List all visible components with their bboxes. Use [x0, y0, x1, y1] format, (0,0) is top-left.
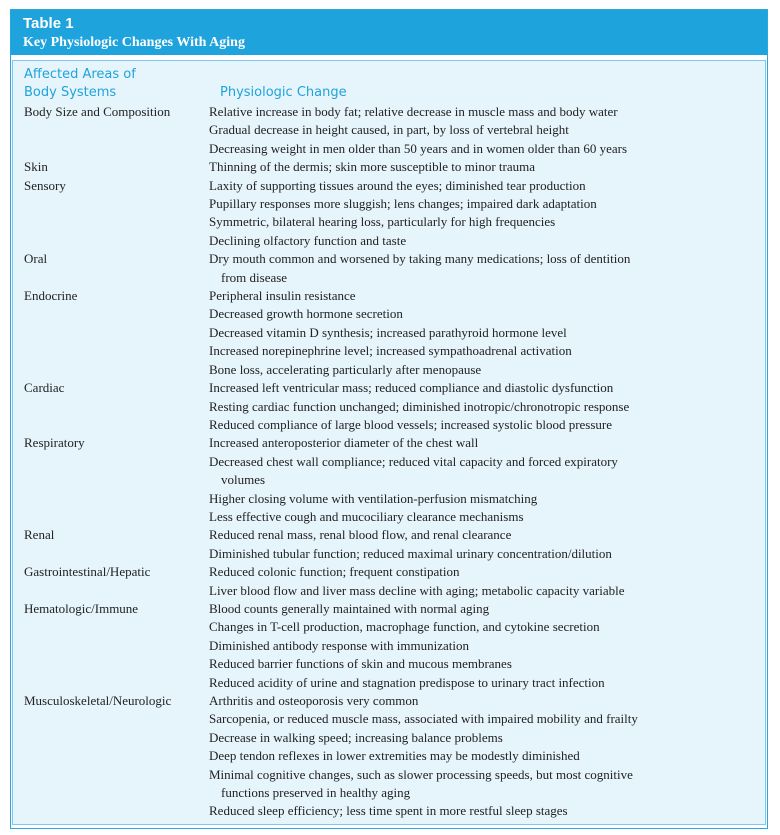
physiologic-change-cell — [209, 158, 765, 176]
affected-area-cell: Renal — [24, 527, 55, 543]
column-header-change: Physiologic Change — [220, 85, 347, 100]
physiologic-change-item — [209, 674, 765, 692]
change-text-continued: functions preserved in healthy aging — [221, 785, 411, 801]
physiologic-change-item — [209, 305, 765, 323]
change-text: Changes in T-cell production, macrophage function, and cytokine secretion — [209, 619, 600, 635]
table-header — [11, 10, 767, 58]
physiologic-change-item — [209, 582, 765, 600]
change-text: Increased left ventricular mass; reduced compliance and diastolic dysfunction — [209, 380, 614, 396]
change-text: Declining olfactory function and taste — [209, 232, 407, 248]
change-text: Decreased chest wall compliance; reduced vital capacity and forced expiratory — [209, 453, 618, 469]
affected-area-cell: Sensory — [24, 177, 66, 193]
affected-area-cell: Oral — [24, 251, 48, 267]
physiologic-change-item — [209, 692, 765, 710]
physiologic-change-item — [209, 563, 765, 581]
physiologic-change-cell — [209, 379, 765, 434]
change-text: Laxity of supporting tissues around the eyes; diminished tear production — [209, 177, 586, 193]
physiologic-change-item — [209, 434, 765, 452]
change-text: Increased anteroposterior diameter of the chest wall — [209, 435, 479, 451]
affected-area-cell: Body Size and Composition — [24, 104, 171, 119]
physiologic-change-item — [209, 121, 765, 139]
physiologic-change-cell — [209, 434, 765, 526]
change-text: Decreasing weight in men older than 50 years and in women older than 60 years — [209, 140, 628, 156]
physiologic-change-item — [209, 766, 765, 803]
change-text: Deep tendon reflexes in lower extremities may be modestly diminished — [209, 748, 580, 764]
change-text: Resting cardiac function unchanged; diminished inotropic/chronotropic response — [209, 398, 630, 414]
table-row — [13, 287, 765, 379]
change-text: Decreased vitamin D synthesis; increased parathyroid hormone level — [209, 324, 567, 340]
physiologic-change-item — [209, 195, 765, 213]
physiologic-change-cell — [209, 692, 765, 821]
physiologic-change-item — [209, 232, 765, 250]
table-body — [12, 60, 766, 825]
physiologic-change-item — [209, 361, 765, 379]
change-text: Diminished tubular function; reduced maximal urinary concentration/dilution — [209, 545, 612, 561]
change-text: Diminished antibody response with immunization — [209, 637, 469, 653]
physiologic-change-item — [209, 158, 765, 176]
column-header-area-line2: Body Systems — [24, 85, 117, 100]
table-title: Key Physiologic Changes With Aging — [23, 35, 245, 50]
physiologic-change-cell — [209, 563, 765, 600]
table-row — [13, 434, 765, 526]
physiologic-change-item — [209, 655, 765, 673]
change-text: Dry mouth common and worsened by taking many medications; loss of dentition — [209, 251, 631, 267]
physiologic-change-item — [209, 287, 765, 305]
change-text: Reduced barrier functions of skin and mucous membranes — [209, 656, 512, 672]
change-text: Less effective cough and mucociliary clearance mechanisms — [209, 508, 524, 524]
physiologic-change-item — [209, 508, 765, 526]
physiologic-change-item — [209, 342, 765, 360]
table-rows — [13, 103, 765, 821]
table-label: Table 1 — [23, 15, 74, 32]
change-text: Blood counts generally maintained with normal aging — [209, 600, 490, 616]
affected-area-cell: Musculoskeletal/Neurologic — [24, 693, 172, 708]
physiologic-change-item — [209, 379, 765, 397]
physiologic-change-cell — [209, 103, 765, 158]
table-frame — [10, 9, 768, 829]
change-text: Peripheral insulin resistance — [209, 288, 356, 304]
table-row — [13, 250, 765, 287]
change-text: Reduced compliance of large blood vessels; increased systolic blood pressure — [209, 416, 613, 432]
table-row — [13, 379, 765, 434]
physiologic-change-item — [209, 416, 765, 434]
change-text: Sarcopenia, or reduced muscle mass, associated with impaired mobility and frailty — [209, 711, 638, 727]
physiologic-change-item — [209, 398, 765, 416]
change-text: Thinning of the dermis; skin more susceptible to minor trauma — [209, 159, 536, 175]
change-text: Reduced colonic function; frequent constipation — [209, 564, 460, 580]
change-text: Reduced acidity of urine and stagnation predispose to urinary tract infection — [209, 674, 605, 690]
change-text: Liver blood flow and liver mass decline with aging; metabolic capacity variable — [209, 582, 625, 598]
physiologic-change-cell — [209, 526, 765, 563]
table-row — [13, 526, 765, 563]
physiologic-change-item — [209, 600, 765, 618]
change-text: Higher closing volume with ventilation-perfusion mismatching — [209, 490, 538, 506]
physiologic-change-item — [209, 618, 765, 636]
table-row — [13, 600, 765, 692]
physiologic-change-cell — [209, 600, 765, 692]
affected-area-cell: Endocrine — [24, 288, 78, 304]
change-text: Reduced sleep efficiency; less time spent in more restful sleep stages — [209, 803, 568, 819]
physiologic-change-cell — [209, 177, 765, 251]
physiologic-change-item — [209, 710, 765, 728]
physiologic-change-item — [209, 324, 765, 342]
affected-area-cell: Hematologic/Immune — [24, 600, 139, 616]
change-text: Minimal cognitive changes, such as slower processing speeds, but most cognitive — [209, 766, 633, 782]
affected-area-cell: Respiratory — [24, 435, 85, 451]
column-header-area-line1: Affected Areas of — [24, 67, 136, 82]
change-text: Relative increase in body fat; relative decrease in muscle mass and body water — [209, 104, 618, 119]
affected-area-cell: Cardiac — [24, 380, 65, 396]
table-row — [13, 103, 765, 158]
table-row — [13, 692, 765, 821]
physiologic-change-item — [209, 637, 765, 655]
physiologic-change-item — [209, 213, 765, 231]
table-row — [13, 177, 765, 251]
table-row — [13, 158, 765, 176]
physiologic-change-item — [209, 747, 765, 765]
physiologic-change-item — [209, 453, 765, 490]
change-text-continued: volumes — [221, 472, 266, 488]
affected-area-cell: Skin — [24, 159, 48, 175]
change-text: Reduced renal mass, renal blood flow, and renal clearance — [209, 527, 512, 543]
change-text: Decrease in walking speed; increasing balance problems — [209, 729, 503, 745]
physiologic-change-item — [209, 526, 765, 544]
change-text: Decreased growth hormone secretion — [209, 306, 403, 322]
change-text: Arthritis and osteoporosis very common — [209, 693, 419, 708]
physiologic-change-cell — [209, 287, 765, 379]
physiologic-change-item — [209, 802, 765, 820]
change-text: Symmetric, bilateral hearing loss, particularly for high frequencies — [209, 214, 556, 230]
change-text: Pupillary responses more sluggish; lens changes; impaired dark adaptation — [209, 196, 597, 212]
column-header-area — [24, 66, 204, 102]
physiologic-change-item — [209, 103, 765, 121]
change-text: Bone loss, accelerating particularly after menopause — [209, 361, 482, 377]
table-row — [13, 563, 765, 600]
change-text: Gradual decrease in height caused, in part, by loss of vertebral height — [209, 122, 569, 138]
physiologic-change-item — [209, 250, 765, 287]
change-text-continued: from disease — [221, 269, 288, 285]
physiologic-change-cell — [209, 250, 765, 287]
affected-area-cell: Gastrointestinal/Hepatic — [24, 564, 151, 580]
change-text: Increased norepinephrine level; increased sympathoadrenal activation — [209, 343, 572, 359]
physiologic-change-item — [209, 490, 765, 508]
physiologic-change-item — [209, 729, 765, 747]
physiologic-change-item — [209, 140, 765, 158]
physiologic-change-item — [209, 545, 765, 563]
physiologic-change-item — [209, 177, 765, 195]
